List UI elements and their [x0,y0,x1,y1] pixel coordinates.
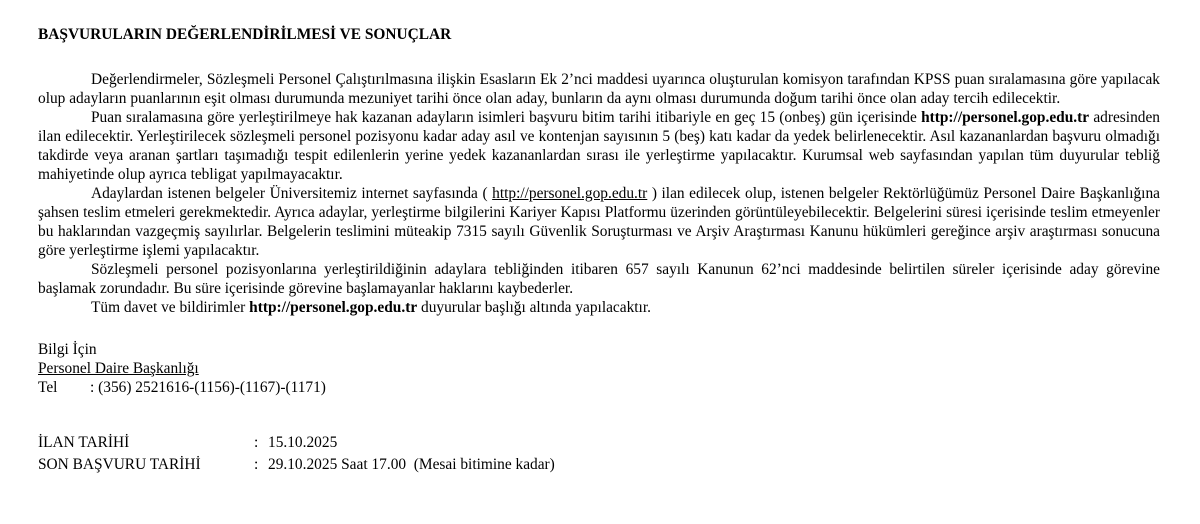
phone-row [38,378,1160,397]
personnel-website-link[interactable]: http://personel.gop.edu.tr [249,299,418,316]
paragraph-text: duyurular başlığı altında yapılacaktır. [417,299,651,316]
paragraph-text: adresinden ilan edilecektir. Yerleştirilecek sözleşmeli personel pozisyonu kadar aday asıl ve kontenjan sayısının 5 (beş) katı kadar da yedek belirlenecektir. Asıl kazananlardan başvuru olmadığı takdirde veya aranan şartları taşımadığı tespit edilenlerin yerine yedek kazananlardan sırası ile yerleştirme yapılacaktır. Kurumsal web sayfasından yapılan tüm duyurular tebliğ mahiyetinde olup ayrıca tebligat yapılmayacaktır. [38,109,1160,183]
personnel-website-link[interactable]: http://personel.gop.edu.tr [492,185,648,202]
paragraph-text: Adaylardan istenen belgeler Üniversitemiz internet sayfasında ( [91,185,493,202]
contact-info-label: Bilgi İçin [38,341,97,358]
paragraph-documents [38,184,1160,260]
announcement-date-value: 15.10.2025 [268,434,338,451]
paragraph-text: Tüm davet ve bildirimler [91,299,250,316]
paragraph-text: ) ilan edilecek olup, istenen belgeler Rektörlüğümüz Personel Daire Başkanlığına şahsen teslim etmeleri gerekmektedir. Ayrıca adaylar, yerleştirme bilgilerini Kariyer Kapısı Platformu üzerinden görüntüleyebilecektir. Belgelerini süresi içerisinde teslim etmeyenler bu haklarından vazgeçmiş sayılırlar. Belgelerin teslimini müteakip 7315 sayılı Güvenlik Soruşturması ve Arşiv Araştırması Kanunu hükümleri gereğince arşiv araştırması sonucuna göre yerleştirme işlemi yapılacaktır. [38,185,1160,259]
personnel-website-link[interactable]: http://personel.gop.edu.tr [921,109,1090,126]
document-page [38,25,1160,476]
paragraph-announcement [38,108,1160,184]
department-name: Personel Daire Başkanlığı [38,360,199,377]
paragraph-evaluation: Değerlendirmeler, Sözleşmeli Personel Çalıştırılmasına ilişkin Esasların Ek 2’nci maddesi uyarınca oluşturulan komisyon tarafından KPSS puan sıralamasına göre yapılacak olup adayların puanlarının eşit olması durumunda mezuniyet tarihi önce olan aday, bunların da aynı olması durumunda doğum tarihi önce olan aday tercih edilecektir. [38,71,1160,107]
contact-block [38,340,1160,397]
colon: : [254,434,259,451]
paragraph-text: Puan sıralamasına göre yerleştirilmeye hak kazanan adayların isimleri başvuru bitim tarihi itibariyle en geç 15 (onbeş) gün içerisinde [91,109,922,126]
phone-label: Tel [38,379,58,396]
paragraph-start-duty: Sözleşmeli personel pozisyonlarına yerleştirildiğinin adaylara tebliğinden itibaren 657 sayılı Kanunun 62’nci maddesinde belirtilen süreler içerisinde aday görevine başlamak zorundadır. Bu süre içerisinde görevine başlamayanlar haklarını kaybederler. [38,261,1160,297]
dates-block [38,432,1160,476]
document-body [38,70,1160,317]
announcement-date-row [38,432,1160,454]
announcement-date-label: İLAN TARİHİ [38,434,130,451]
document-title: BAŞVURULARIN DEĞERLENDİRİLMESİ VE SONUÇLAR [38,26,452,43]
deadline-date-label: SON BAŞVURU TARİHİ [38,456,201,473]
paragraph-notifications [38,298,1160,317]
deadline-date-row [38,454,1160,476]
deadline-date-value: 29.10.2025 Saat 17.00 (Mesai bitimine kadar) [268,456,555,473]
colon: : [254,456,259,473]
phone-value: : (356) 2521616-(1156)-(1167)-(1171) [90,379,326,396]
